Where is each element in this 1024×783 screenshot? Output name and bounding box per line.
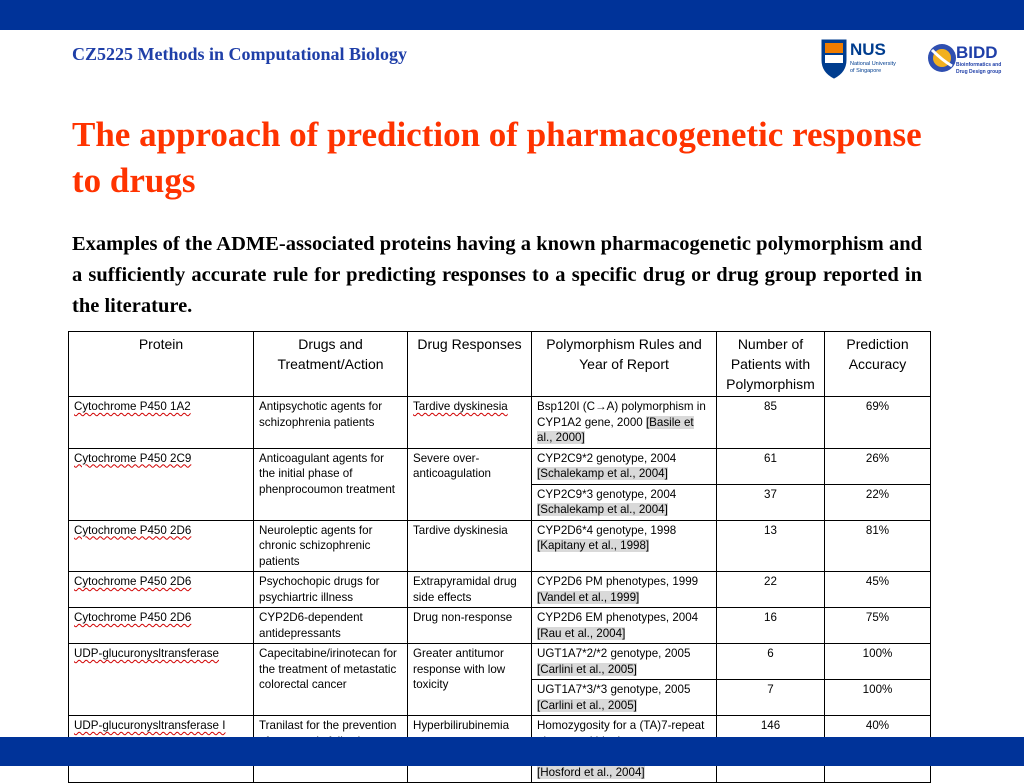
cell-accuracy: 81% — [825, 520, 931, 572]
citation: [Kapitany et al., 1998] — [537, 539, 650, 552]
nus-logo-text: NUS — [850, 40, 886, 59]
bottom-bar — [0, 737, 1024, 766]
cell-accuracy: 45% — [825, 572, 931, 608]
nus-logo-subtitle-1: National University — [850, 61, 896, 67]
table-row — [69, 644, 931, 680]
cell-rule: CYP2D6*4 genotype, 1998 [Kapitany et al., 1998] — [532, 520, 717, 572]
nus-logo-subtitle-2: of Singapore — [850, 68, 882, 74]
citation: [Basile et al., 2000] — [537, 415, 694, 444]
header-accuracy: Prediction Accuracy — [825, 332, 931, 397]
header-responses: Drug Responses — [408, 332, 532, 397]
cell-rule: UGT1A7*2/*2 genotype, 2005 [Carlini et al., 2005] — [532, 644, 717, 680]
header-drugs: Drugs and Treatment/Action — [254, 332, 408, 397]
cell-protein: UDP-glucuronysltransferase — [69, 644, 254, 716]
course-header: CZ5225 Methods in Computational Biology — [72, 44, 408, 64]
cell-protein: Cytochrome P450 2D6 — [69, 520, 254, 572]
bidd-logo-subtitle-1: Bioinformatics and — [956, 62, 1002, 68]
cell-drugs: CYP2D6-dependent antidepressants — [254, 608, 408, 644]
nus-logo — [822, 40, 896, 78]
cell-protein: Cytochrome P450 1A2 — [69, 397, 254, 449]
cell-patients: 22 — [717, 572, 825, 608]
citation: [Schalekamp et al., 2004] — [537, 467, 668, 480]
citation: [Hosford et al., 2004] — [537, 765, 645, 779]
cell-accuracy: 100% — [825, 680, 931, 716]
cell-patients: 6 — [717, 644, 825, 680]
cell-response: Greater antitumor response with low toxicity — [408, 644, 532, 716]
slide-title: The approach of prediction of pharmacogenetic response to drugs — [72, 115, 922, 200]
cell-accuracy: 40% — [825, 716, 931, 783]
cell-rule: Bsp120I (C→A) polymorphism in CYP1A2 gene, 2000 [Basile et al., 2000] — [532, 397, 717, 449]
cell-rule: CYP2D6 EM phenotypes, 2004 [Rau et al., 2004] — [532, 608, 717, 644]
cell-rule: CYP2C9*3 genotype, 2004 [Schalekamp et al., 2004] — [532, 484, 717, 520]
cell-patients: 16 — [717, 608, 825, 644]
cell-protein: Cytochrome P450 2C9 — [69, 448, 254, 520]
cell-patients: 61 — [717, 448, 825, 484]
cell-drugs: Capecitabine/irinotecan for the treatment of metastatic colorectal cancer — [254, 644, 408, 716]
citation: [Carlini et al., 2005] — [537, 698, 637, 712]
cell-patients: 85 — [717, 397, 825, 449]
logo-area — [820, 38, 1016, 80]
cell-accuracy: 26% — [825, 448, 931, 484]
bidd-logo — [928, 43, 1001, 75]
cell-response: Hyperbilirubinemia — [408, 716, 532, 783]
cell-protein: Cytochrome P450 2D6 — [69, 572, 254, 608]
pharmacogenetic-table-container — [68, 331, 932, 779]
table-row — [69, 520, 931, 572]
cell-patients: 7 — [717, 680, 825, 716]
citation: [Carlini et al., 2005] — [537, 662, 637, 676]
cell-drugs: Anticoagulant agents for the initial phase of phenprocoumon treatment — [254, 448, 408, 520]
cell-response: Tardive dyskinesia — [408, 520, 532, 572]
cell-rule: UGT1A7*3/*3 genotype, 2005 [Carlini et al., 2005] — [532, 680, 717, 716]
cell-rule: CYP2D6 PM phenotypes, 1999 [Vandel et al., 1999] — [532, 572, 717, 608]
table-header-row — [69, 332, 931, 397]
header-patients: Number of Patients with Polymorphism — [717, 332, 825, 397]
cell-patients: 37 — [717, 484, 825, 520]
cell-patients: 146 — [717, 716, 825, 783]
cell-accuracy: 75% — [825, 608, 931, 644]
slide-intro: Examples of the ADME-associated proteins having a known pharmacogenetic polymorphism and a sufficiently accurate rule for predicting responses to a specific drug or drug group reported in the literature. — [72, 233, 922, 317]
cell-protein: UDP-glucuronysltransferase I — [69, 716, 254, 783]
bidd-logo-text: BIDD — [956, 43, 998, 62]
cell-protein: Cytochrome P450 2D6 — [69, 608, 254, 644]
cell-drugs: Neuroleptic agents for chronic schizophrenic patients — [254, 520, 408, 572]
header-protein: Protein — [69, 332, 254, 397]
header-rules: Polymorphism Rules and Year of Report — [532, 332, 717, 397]
bidd-logo-subtitle-2: Drug Design group — [956, 69, 1002, 75]
cell-response: Extrapyramidal drug side effects — [408, 572, 532, 608]
table-row — [69, 572, 931, 608]
cell-response: Drug non-response — [408, 608, 532, 644]
table-row — [69, 608, 931, 644]
cell-rule: Homozygosity for a (TA)7-repeat [Hosford et al., 2004] — [532, 716, 717, 783]
table-row — [69, 397, 931, 449]
cell-accuracy: 69% — [825, 397, 931, 449]
cell-patients: 13 — [717, 520, 825, 572]
pharmacogenetic-table — [68, 331, 931, 783]
cell-drugs: Psychochopic drugs for psychiartric illness — [254, 572, 408, 608]
cell-response: Severe over-anticoagulation — [408, 448, 532, 520]
table-row — [69, 448, 931, 484]
citation: [Schalekamp et al., 2004] — [537, 503, 668, 516]
cell-response: Tardive dyskinesia — [408, 397, 532, 449]
cell-rule: CYP2C9*2 genotype, 2004 [Schalekamp et al., 2004] — [532, 448, 717, 484]
cell-drugs: Antipsychotic agents for schizophrenia patients — [254, 397, 408, 449]
cell-accuracy: 22% — [825, 484, 931, 520]
cell-accuracy: 100% — [825, 644, 931, 680]
top-bar — [0, 0, 1024, 30]
citation: [Rau et al., 2004] — [537, 626, 626, 640]
citation: [Vandel et al., 1999] — [537, 590, 640, 604]
cell-drugs: Tranilast for the prevention — [254, 716, 408, 783]
